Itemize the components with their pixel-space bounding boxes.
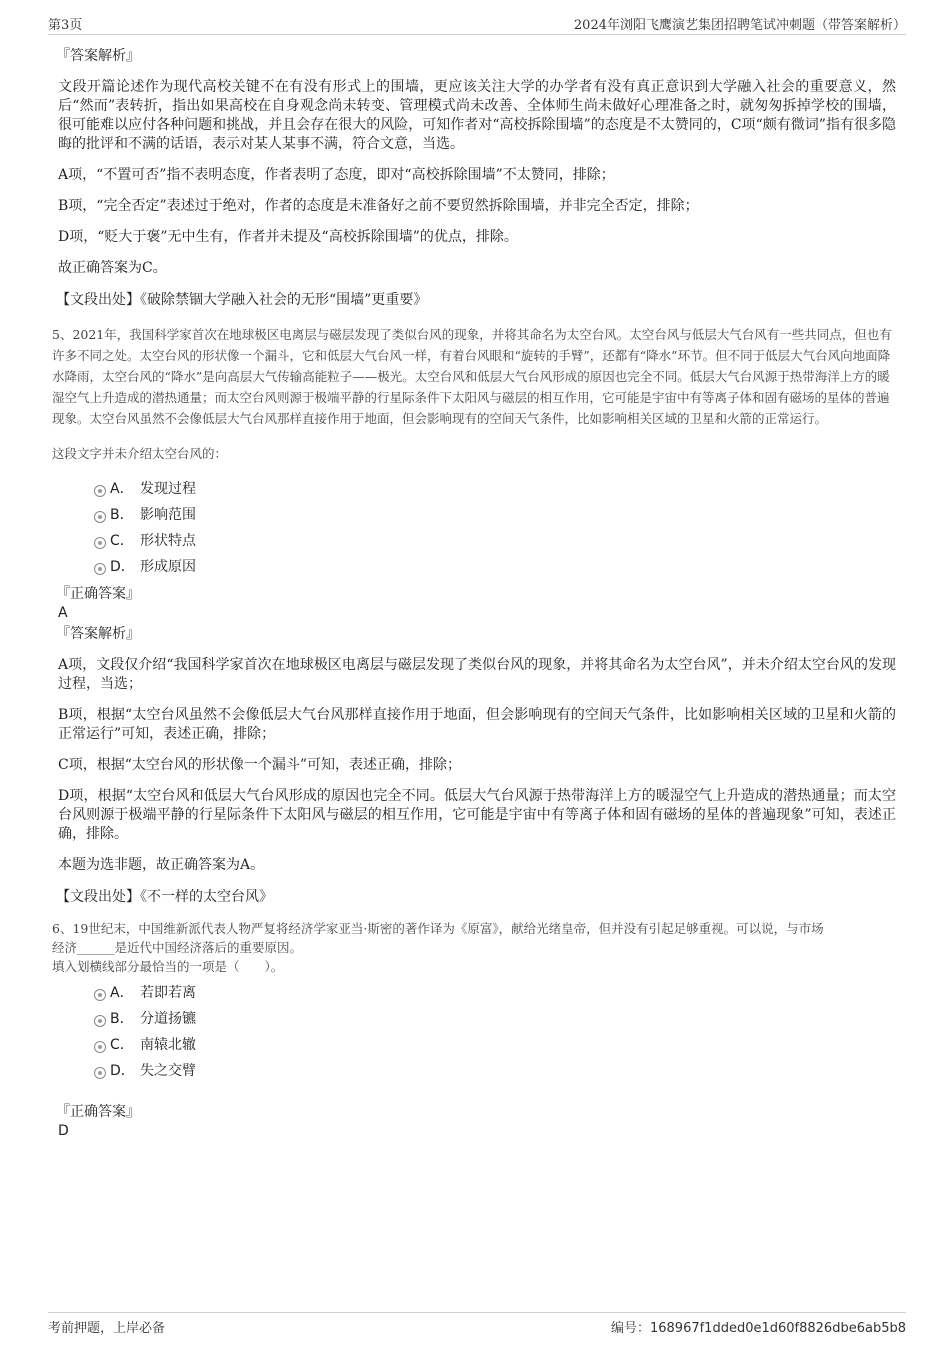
page-content (52, 46, 896, 1140)
passage-source: 【文段出处】《破除禁锢大学融入社会的无形“围墙”更重要》 (56, 292, 428, 308)
analysis-option-d: D项，“贬大于褒”无中生有，作者并未提及“高校拆除围墙”的优点，排除。 (58, 229, 518, 245)
analysis-option-a: A项，文段仅介绍“我国科学家首次在地球极区电离层与磁层发现了类似台风的现象，并将其命名为太空台风”，并未介绍太空台风的发现过程，当选； (58, 657, 896, 692)
question-stem: 5、2021年，我国科学家首次在地球极区电离层与磁层发现了类似台风的现象，并将其命名为太空台风。太空台风与低层大气台风有一些共同点，但也有许多不同之处。太空台风的形状像一个漏斗，它和低层大气台风一样，有着台风眼和“旋转的手臂”，还都有“降水”环节。但不同于低层大气台风向地面降水降雨，太空台风的“降水”是向高层大气传输高能粒子——极光。太空台风和低层大气台风形成的原因也完全不同。低层大气台风源于热带海洋上方的暖湿空气上升造成的潜热通量；而太空台风则源于极端平静的行星际条件下太阳风与磁层的相互作用，它可能是宇宙中有等离子体和固有磁场的星体的普遍现象。太空台风虽然不会像低层大气台风那样直接作用于地面，但会影响现有的空间天气条件，比如影响相关区域的卫星和火箭的正常运行。 (52, 327, 892, 426)
analysis-option-b: B项，“完全否定”表述过于绝对，作者的态度是未准备好之前不要贸然拆除围墙，并非完全否定，排除； (58, 198, 699, 214)
correct-answer: D (58, 1123, 69, 1139)
question-5-answer (56, 584, 896, 907)
analysis-label: 『答案解析』 (56, 626, 140, 642)
option-list (52, 476, 896, 580)
page-header (48, 14, 906, 35)
code-label: 编号： (610, 1321, 650, 1336)
radio-icon[interactable] (94, 1041, 106, 1053)
footer-slogan: 考前押题，上岸必备 (48, 1321, 166, 1336)
passage-source: 【文段出处】《不一样的太空台风》 (56, 889, 273, 905)
radio-icon[interactable] (94, 1015, 106, 1027)
analysis-option-b: B项，根据“太空台风虽然不会像低层大气台风那样直接作用于地面，但会影响现有的空间天气条件，比如影响相关区域的卫星和火箭的正常运行”可知，表述正确，排除； (58, 707, 896, 742)
question-prompt: 填入划横线部分最恰当的一项是（ ）。 (52, 959, 284, 974)
answer-label: 『正确答案』 (56, 1104, 140, 1120)
question-stem-line2: 经济______是近代中国经济落后的重要原因。 (52, 940, 303, 955)
option-c[interactable]: C． 形状特点 (52, 528, 896, 554)
document-title: 2024年浏阳飞鹰演艺集团招聘笔试冲刺题（带答案解析） (573, 18, 906, 33)
option-b[interactable]: B． 分道扬镳 (52, 1006, 896, 1032)
document-code (611, 1317, 906, 1336)
analysis-label: 『答案解析』 (56, 48, 140, 64)
radio-icon[interactable] (94, 1067, 106, 1079)
option-a[interactable]: A． 发现过程 (52, 476, 896, 502)
analysis-conclusion: 本题为选非题，故正确答案为A。 (58, 857, 265, 873)
question-prompt: 这段文字并未介绍太空台风的： (52, 446, 228, 461)
option-c[interactable]: C． 南辕北辙 (52, 1032, 896, 1058)
code-value: 168967f1dded0e1d60f8826dbe6ab5b8 (649, 1321, 906, 1336)
radio-icon[interactable] (94, 989, 106, 1001)
radio-icon[interactable] (94, 563, 106, 575)
page-number: 第3页 (48, 18, 83, 33)
analysis-option-c: C项，根据“太空台风的形状像一个漏斗”可知，表述正确，排除； (58, 757, 462, 773)
radio-icon[interactable] (94, 485, 106, 497)
question-5 (52, 324, 896, 580)
analysis-option-d: D项，根据“太空台风和低层大气台风形成的原因也完全不同。低层大气台风源于热带海洋上方的暖湿空气上升造成的潜热通量；而太空台风则源于极端平静的行星际条件下太阳风与磁层的相互作用，它可能是宇宙中有等离子体和固有磁场的星体的普遍现象”可知，表述正确，排除。 (58, 788, 896, 842)
question-stem-line1: 6、19世纪末，中国维新派代表人物严复将经济学家亚当·斯密的著作译为《原富》，献给光绪皇帝，但并没有引起足够重视。可以说，与市场 (52, 921, 824, 936)
page-footer (48, 1312, 906, 1335)
option-b[interactable]: B． 影响范围 (52, 502, 896, 528)
option-a[interactable]: A． 若即若离 (52, 980, 896, 1006)
option-list (52, 980, 896, 1084)
option-d[interactable]: D． 失之交臂 (52, 1058, 896, 1084)
radio-icon[interactable] (94, 511, 106, 523)
radio-icon[interactable] (94, 537, 106, 549)
prev-analysis (56, 46, 896, 310)
analysis-paragraph: 文段开篇论述作为现代高校关键不在有没有形式上的围墙，更应该关注大学的办学者有没有真正意识到大学融入社会的重要意义，然后“然而”表转折，指出如果高校在自身观念尚未转变、管理模式尚未改善、全体师生尚未做好心理准备之时，就匆匆拆掉学校的围墙，很可能难以应付各种问题和挑战，并且会存在很大的风险，可知作者对“高校拆除围墙”的态度是不太赞同的，C项“颇有微词”指有很多隐晦的批评和不满的话语，表示对某人某事不满，符合文意，当选。 (58, 79, 896, 152)
question-6 (52, 919, 896, 1084)
analysis-option-a: A项，“不置可否”指不表明态度，作者表明了态度，即对“高校拆除围墙”不太赞同，排除； (58, 167, 615, 183)
analysis-conclusion: 故正确答案为C。 (58, 260, 167, 276)
correct-answer: A (58, 605, 68, 621)
answer-label: 『正确答案』 (56, 586, 140, 602)
option-d[interactable]: D． 形成原因 (52, 554, 896, 580)
question-6-answer (56, 1102, 896, 1140)
